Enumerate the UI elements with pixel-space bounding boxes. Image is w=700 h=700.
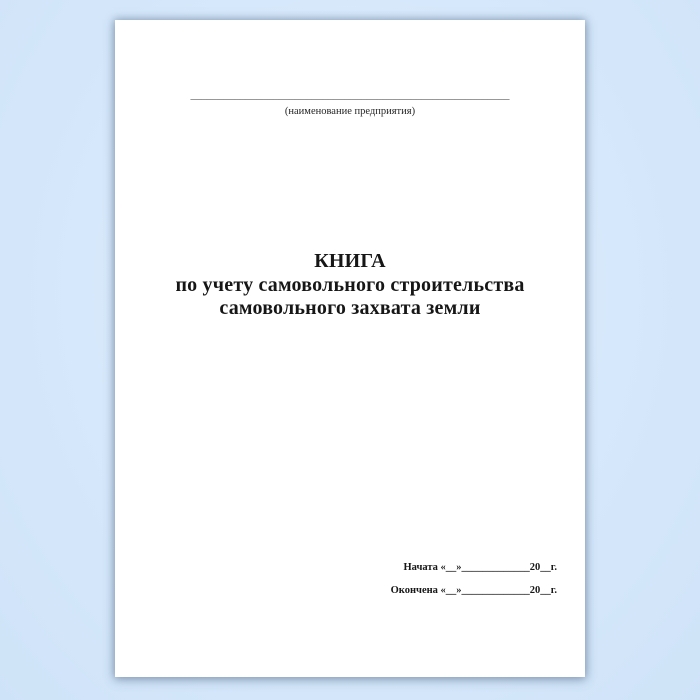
date-started-line: Начата «__»_____________20__г. [403, 562, 557, 573]
company-name-blank-line: __________________________________________________________ [190, 89, 510, 101]
document-title [115, 250, 585, 321]
date-finished-line: Окончена «__»_____________20__г. [390, 585, 557, 596]
document-page [115, 20, 585, 677]
company-name-caption: (наименование предприятия) [284, 106, 416, 117]
date-block [391, 556, 557, 602]
title-line-3: самовольного захвата земли [219, 297, 481, 319]
title-line-1: КНИГА [314, 250, 386, 272]
title-line-2: по учету самовольного строительства [175, 273, 525, 296]
